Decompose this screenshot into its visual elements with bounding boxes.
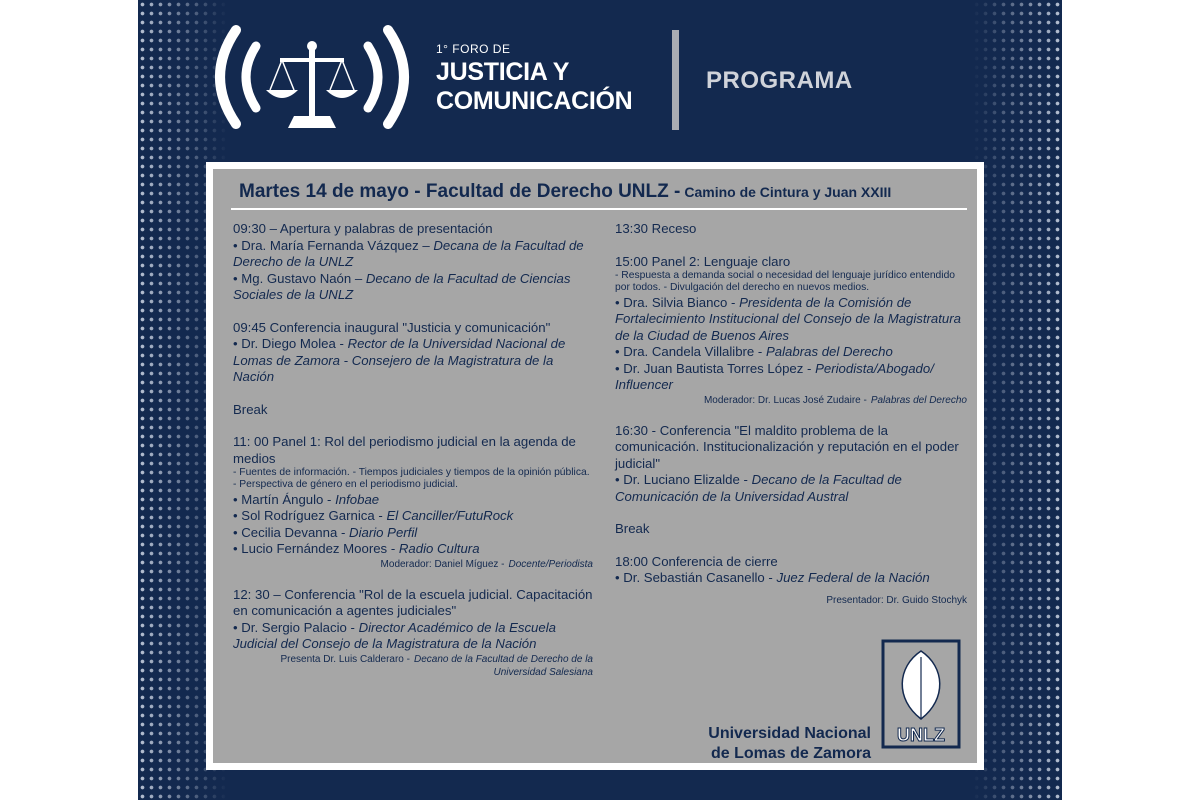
event-date-venue: Martes 14 de mayo - Facultad de Derecho UNLZ - (239, 181, 681, 202)
speaker-role: Periodista/Abogado/ Influencer (615, 360, 934, 393)
speaker-role: Decana de la Facultad de Derecho de la UNLZ (233, 237, 584, 269)
speaker-name: • Dr. Sergio Palacio (233, 619, 347, 635)
speaker-item: • Mg. Gustavo Naón – Decano de la Facultad de Ciencias Sociales de la UNLZ (233, 270, 571, 302)
speaker-role: Decano de la Facultad de Ciencias Sociales de la UNLZ (233, 270, 571, 302)
speaker-name: • Lucio Fernández Moores (233, 541, 388, 557)
presenter-role: Decano de la Facultad de Derecho de la Universidad Salesiana (413, 653, 593, 678)
speaker-item: • Dra. Candela Villalibre - Palabras del Derecho (615, 344, 893, 360)
session-title: 15:00 Panel 2: Lenguaje claro (615, 253, 791, 269)
session-title: 09:45 Conferencia inaugural "Justicia y comunicación" (233, 319, 551, 335)
speaker-item: • Dra. María Fernanda Vázquez – Decana de la Facultad de Derecho de la UNLZ (233, 237, 584, 269)
speaker-item: • Martín Ángulo - Infobae (233, 491, 380, 507)
speaker-role: Decano de la Facultad de Comunicación de la Universidad Austral (615, 472, 902, 504)
speaker-name: • Dra. María Fernanda Vázquez (233, 237, 419, 253)
header-rule (231, 208, 967, 210)
panel-topics: - Respuesta a demanda social o necesidad del lenguaje jurídico entendido por todos. - Divulgación del derecho en nuevos medios. (615, 270, 956, 294)
unlz-logo-text: UNLZ (897, 725, 945, 745)
decorative-dots-right (972, 0, 1062, 800)
university-name (701, 724, 871, 764)
presenter-line (233, 653, 593, 679)
speaker-item: • Dr. Luciano Elizalde - Decano de la Facultad de Comunicación de la Universidad Austral (615, 472, 902, 504)
moderator-line (615, 394, 967, 407)
forum-title-line1: JUSTICIA Y (436, 58, 570, 86)
program-column-right (615, 221, 967, 607)
panel-topics: - Fuentes de información. - Tiempos judiciales y tiempos de la opinión pública. - Perspectiva de género en el periodismo judicial. (233, 467, 590, 491)
session-title: 12: 30 – Conferencia "Rol de la escuela judicial. Capacitación en comunicación a agentes judiciales" (233, 586, 593, 619)
speaker-role: El Canciller/FutuRock (386, 508, 514, 524)
speaker-name: • Dra. Silvia Bianco (615, 294, 728, 310)
speaker-role: Rector de la Universidad Nacional de Lomas de Zamora - Consejero de la Magistratura de la Nación (233, 336, 566, 384)
university-name-line1: Universidad Nacional (708, 725, 871, 742)
moderator-name: Moderador: Dr. Lucas José Zudaire - (703, 394, 867, 406)
break-label: Break (615, 521, 650, 537)
presenter-name: Presenta Dr. Luis Calderaro - (280, 653, 410, 665)
university-name-line2: de Lomas de Zamora (710, 745, 871, 762)
speaker-role: Presidenta de la Comisión de Fortalecimiento Institucional del Consejo de la Magistratura de la Ciudad de Buenos Aires (615, 294, 961, 343)
speaker-item: • Dr. Juan Bautista Torres López - Periodista/Abogado/ Influencer (615, 360, 934, 393)
moderator-role: Palabras del Derecho (870, 394, 967, 406)
forum-title-line2: COMUNICACIÓN (436, 87, 633, 115)
programa-label: PROGRAMA (706, 67, 853, 94)
poster (138, 0, 1062, 800)
session-title: 09:30 – Apertura y palabras de presentación (233, 221, 493, 236)
speaker-role: Juez Federal de la Nación (776, 570, 930, 586)
presenter-line: Presentador: Dr. Guido Stochyk (826, 594, 967, 606)
forum-edition: 1° FORO DE (436, 42, 511, 56)
header-divider (672, 30, 679, 130)
moderator-name: Moderador: Daniel Míguez - (380, 558, 505, 570)
speaker-role: Palabras del Derecho (765, 344, 893, 360)
speaker-name: • Dr. Luciano Elizalde (615, 472, 740, 488)
panel-header (239, 181, 965, 203)
speaker-item: • Sol Rodríguez Garnica - El Canciller/FutuRock (233, 508, 514, 524)
speaker-name: • Martín Ángulo (233, 491, 324, 507)
speaker-item: • Lucio Fernández Moores - Radio Cultura (233, 541, 480, 557)
scales-icon (266, 41, 358, 128)
speaker-role: Diario Perfil (349, 524, 418, 540)
moderator-line (233, 558, 593, 571)
break-label: Break (233, 401, 268, 417)
speaker-name: • Dra. Candela Villalibre (615, 344, 755, 360)
speaker-item: • Dr. Sergio Palacio - Director Académico de la Escuela Judicial del Consejo de la Magistratura de la Nación (233, 619, 556, 652)
speaker-item: • Cecilia Devanna - Diario Perfil (233, 524, 418, 540)
speaker-name: • Dr. Diego Molea (233, 336, 336, 351)
speaker-item: • Dra. Silvia Bianco - Presidenta de la Comisión de Fortalecimiento Institucional del Consejo de la Magistratura de la Ciudad de Buenos Aires (615, 294, 961, 343)
speaker-name: • Cecilia Devanna (233, 524, 338, 540)
program-column-left (233, 221, 593, 679)
session-title: 18:00 Conferencia de cierre (615, 553, 778, 569)
program-panel (206, 162, 984, 770)
speaker-name: • Dr. Sebastián Casanello (615, 570, 765, 586)
speaker-role: Director Académico de la Escuela Judicial del Consejo de la Magistratura de la Nación (233, 619, 556, 652)
speaker-name: • Dr. Juan Bautista Torres López (615, 360, 804, 376)
justice-broadcast-icon (208, 18, 416, 136)
speaker-item: • Dr. Diego Molea - Rector de la Universidad Nacional de Lomas de Zamora - Consejero de la Magistratura de la Nación (233, 336, 566, 384)
session-title: 16:30 - Conferencia "El maldito problema de la comunicación. Institucionalización y reputación en el poder judicial" (615, 422, 959, 471)
session-title: 11: 00 Panel 1: Rol del periodismo judicial en la agenda de medios (233, 434, 576, 466)
moderator-role: Docente/Periodista (508, 558, 593, 570)
speaker-role: Infobae (335, 491, 380, 507)
speaker-name: • Sol Rodríguez Garnica (233, 508, 375, 524)
forum-title (436, 42, 632, 116)
unlz-logo (881, 639, 961, 749)
event-address: Camino de Cintura y Juan XXIII (684, 184, 892, 200)
speaker-item: • Dr. Sebastián Casanello - Juez Federal de la Nación (615, 570, 930, 586)
recess-label: 13:30 Receso (615, 221, 697, 236)
speaker-name: • Mg. Gustavo Naón (233, 270, 352, 286)
speaker-role: Radio Cultura (398, 541, 480, 557)
